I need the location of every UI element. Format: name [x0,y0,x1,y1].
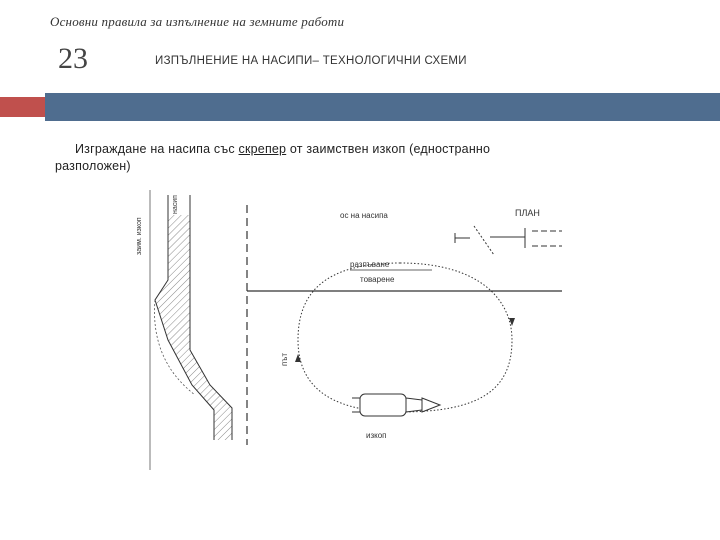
embankment-hatch [155,215,232,440]
subtitle-line2: разположен) [55,159,131,173]
label-pit: изкоп [366,431,387,440]
label-plan: ПЛАН [515,208,540,218]
label-spreading: разпъване [350,260,390,269]
scraper-route [298,263,512,412]
label-road: път [280,353,289,366]
scraper-icon [352,394,440,416]
label-embankment: насип [172,195,179,214]
course-title: Основни правила за изпълнение на земните работи [50,14,345,29]
subtitle-part2: от заимствен изкоп (едностранно [286,142,491,156]
plan-legend-symbol [455,226,562,255]
subtitle-underlined-word: скрепер [238,142,287,156]
slide-title: ИЗПЪЛНЕНИЕ НА НАСИПИ– ТЕХНОЛОГИЧНИ СХЕМИ [155,55,467,67]
label-loading: товарене [360,275,395,284]
subtitle-part1: Изграждане на насипа със [75,142,239,156]
embankment-section [150,190,232,470]
label-embankment-axis: ос на насипа [340,211,388,220]
label-cut-profile: заим. изкоп [136,217,143,255]
slide-number: 23 [58,42,88,75]
